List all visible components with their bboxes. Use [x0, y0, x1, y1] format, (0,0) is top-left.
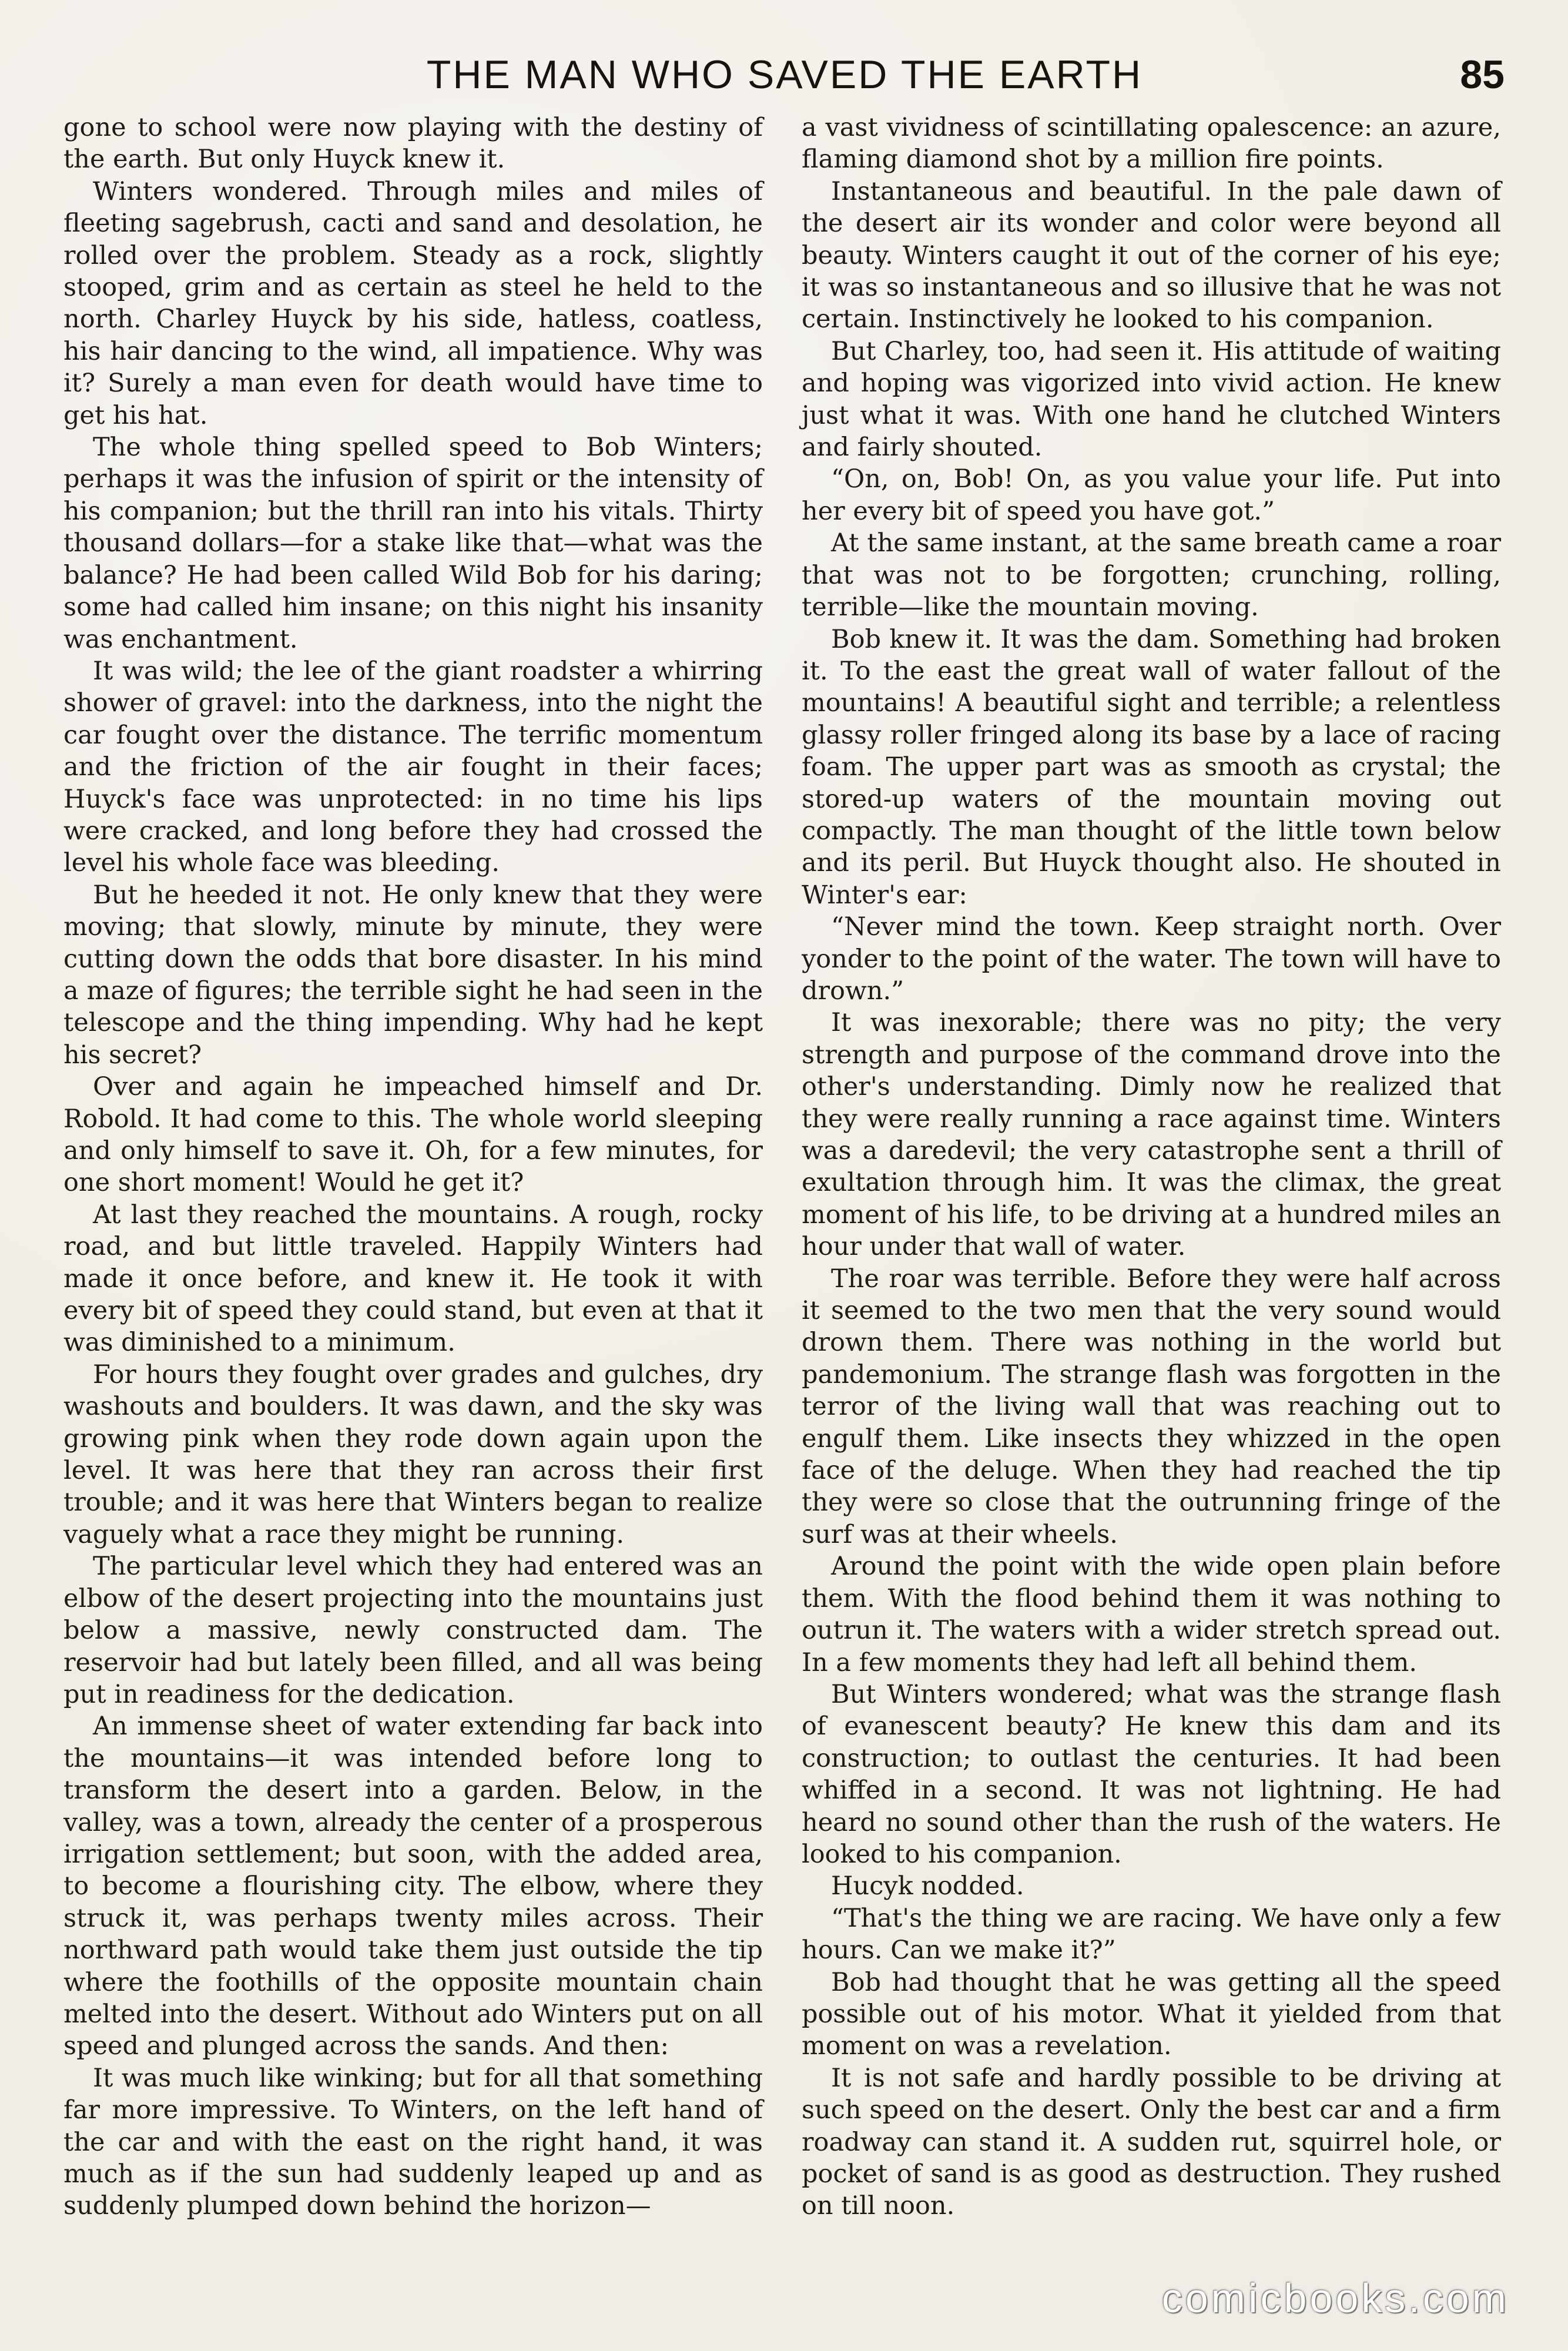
paragraph: Around the point with the wide open plain before them. With the flood behind them it was nothing to outrun it. The waters with a wider stretch spread out. In a few moments they had left all behind them. [802, 1552, 1501, 1677]
paragraph: Bob had thought that he was getting all the speed possible out of his motor. What it yielded from that moment on was a revelation. [802, 1967, 1501, 2061]
paragraph: “That's the thing we are racing. We have only a few hours. Can we make it?” [802, 1903, 1501, 1965]
paragraph: It is not safe and hardly possible to be driving at such speed on the desert. Only the best car and a firm roadway can stand it. A sudden rut, squirrel hole, or pocket of sand is as good as destruction. They rushed on till noon. [802, 2063, 1501, 2221]
paragraph: gone to school were now playing with the destiny of the earth. But only Huyck knew it. [63, 113, 763, 175]
paragraph: At last they reached the mountains. A rough, rocky road, and but little traveled. Happily Winters had made it once before, and knew it. He took it with every bit of speed they could stand, but even at that it was diminished to a minimum. [63, 1200, 763, 1358]
paragraph: Instantaneous and beautiful. In the pale dawn of the desert air its wonder and color were beyond all beauty. Winters caught it out of the corner of his eye; it was so instantaneous and so illusive that he was not certain. Instinctively he looked to his companion. [802, 176, 1501, 334]
paragraph: At the same instant, at the same breath came a roar that was not to be forgotten; crunching, rolling, terrible—like the mountain moving. [802, 528, 1501, 622]
paragraph: Hucyk nodded. [831, 1871, 1024, 1901]
paragraph: But Winters wondered; what was the strange flash of evanescent beauty? He knew this dam and its construction; to outlast the centuries. It had been whiffed in a second. It was not lightning. He had heard no sound other than the rush of the waters. He looked to his companion. [802, 1679, 1501, 1869]
paragraph: Bob knew it. It was the dam. Something had broken it. To the east the great wall of water fallout of the mountains! A beautiful sight and terrible; a relentless glassy roller fringed along its base by a lace of racing foam. The upper part was as smooth as crystal; the stored-up waters of the mountain moving out compactly. The man thought of the little town below and its peril. But Huyck thought also. He shouted in Winter's ear: [802, 624, 1501, 910]
paragraph: a vast vividness of scintillating opalescence: an azure, flaming diamond shot by a million fire points. [802, 113, 1501, 175]
paragraph: But Charley, too, had seen it. His attitude of waiting and hoping was vigorized into vivid action. He knew just what it was. With one hand he clutched Winters and fairly shouted. [802, 336, 1501, 463]
page-header [65, 52, 1505, 105]
paragraph: The whole thing spelled speed to Bob Winters; perhaps it was the infusion of spirit or the intensity of his companion; but the thrill ran into his vitals. Thirty thousand dollars—for a stake like that—what was the balance? He had been called Wild Bob for his daring; some had called him insane; on this night his insanity was enchantment. [63, 433, 763, 654]
paragraph: It was wild; the lee of the giant roadster a whirring shower of gravel: into the darkness, into the night the car fought over the distance. The terrific momentum and the friction of the air fought in their faces; Huyck's face was unprotected: in no time his lips were cracked, and long before they had crossed the level his whole face was bleeding. [63, 656, 763, 878]
paragraph: The roar was terrible. Before they were half across it seemed to the two men that the very sound would drown them. There was nothing in the world but pandemonium. The strange flash was forgotten in the terror of the living wall that was reaching out to engulf them. Like insects they whizzed in the open face of the deluge. When they had reached the tip they were so close that the outrunning fringe of the surf was at their wheels. [802, 1264, 1501, 1549]
right-column [802, 112, 1501, 2222]
paragraph: For hours they fought over grades and gulches, dry washouts and boulders. It was dawn, and the sky was growing pink when they rode down again upon the level. It was here that they ran across their first trouble; and it was here that Winters began to realize vaguely what a race they might be running. [63, 1359, 763, 1549]
paragraph: “On, on, Bob! On, as you value your life. Put into her every bit of speed you have got.” [802, 464, 1501, 526]
paragraph: But he heeded it not. He only knew that they were moving; that slowly, minute by minute, they were cutting down the odds that bore disaster. In his mind a maze of figures; the terrible sight he had seen in the telescope and the thing impending. Why had he kept his secret? [63, 880, 763, 1070]
page-number: 85 [1460, 52, 1505, 97]
paragraph: It was inexorable; there was no pity; the very strength and purpose of the command drove into the other's understanding. Dimly now he realized that they were really running a race against time. Winters was a daredevil; the very catastrophe sent a thrill of exultation through him. It was the climax, the great moment of his life, to be driving at a hundred miles an hour under that wall of water. [802, 1008, 1501, 1262]
paragraph: It was much like winking; but for all that something far more impressive. To Winters, on the left hand of the car and with the east on the right hand, it was much as if the sun had suddenly leaped up and as suddenly plumped down behind the horizon— [63, 2063, 763, 2221]
paragraph: An immense sheet of water extending far back into the mountains—it was intended before long to transform the desert into a garden. Below, in the valley, was a town, already the center of a prosperous irrigation settlement; but soon, with the added area, to become a flourishing city. The elbow, where they struck it, was perhaps twenty miles across. Their northward path would take them just outside the tip where the foothills of the opposite mountain chain melted into the desert. Without ado Winters put on all speed and plunged across the sands. And then: [63, 1712, 763, 2061]
paragraph: Winters wondered. Through miles and miles of fleeting sagebrush, cacti and sand and desolation, he rolled over the problem. Steady as a rock, slightly stooped, grim and as certain as steel he held to the north. Charley Huyck by his side, hatless, coatless, his hair dancing to the wind, all impatience. Why was it? Surely a man even for death would have time to get his hat. [63, 176, 763, 430]
site-watermark: comicbooks.com [1161, 2275, 1509, 2321]
left-column [63, 112, 763, 2222]
paragraph: The particular level which they had entered was an elbow of the desert projecting into the mountains just below a massive, newly constructed dam. The reservoir had but lately been filled, and all was being put in readiness for the dedication. [63, 1552, 763, 1709]
paragraph: “Never mind the town. Keep straight north. Over yonder to the point of the water. The town will have to drown.” [802, 912, 1501, 1006]
paragraph: Over and again he impeached himself and Dr. Robold. It had come to this. The whole world sleeping and only himself to save it. Oh, for a few minutes, for one short moment! Would he get it? [63, 1072, 763, 1198]
running-title: THE MAN WHO SAVED THE EARTH [426, 52, 1143, 97]
